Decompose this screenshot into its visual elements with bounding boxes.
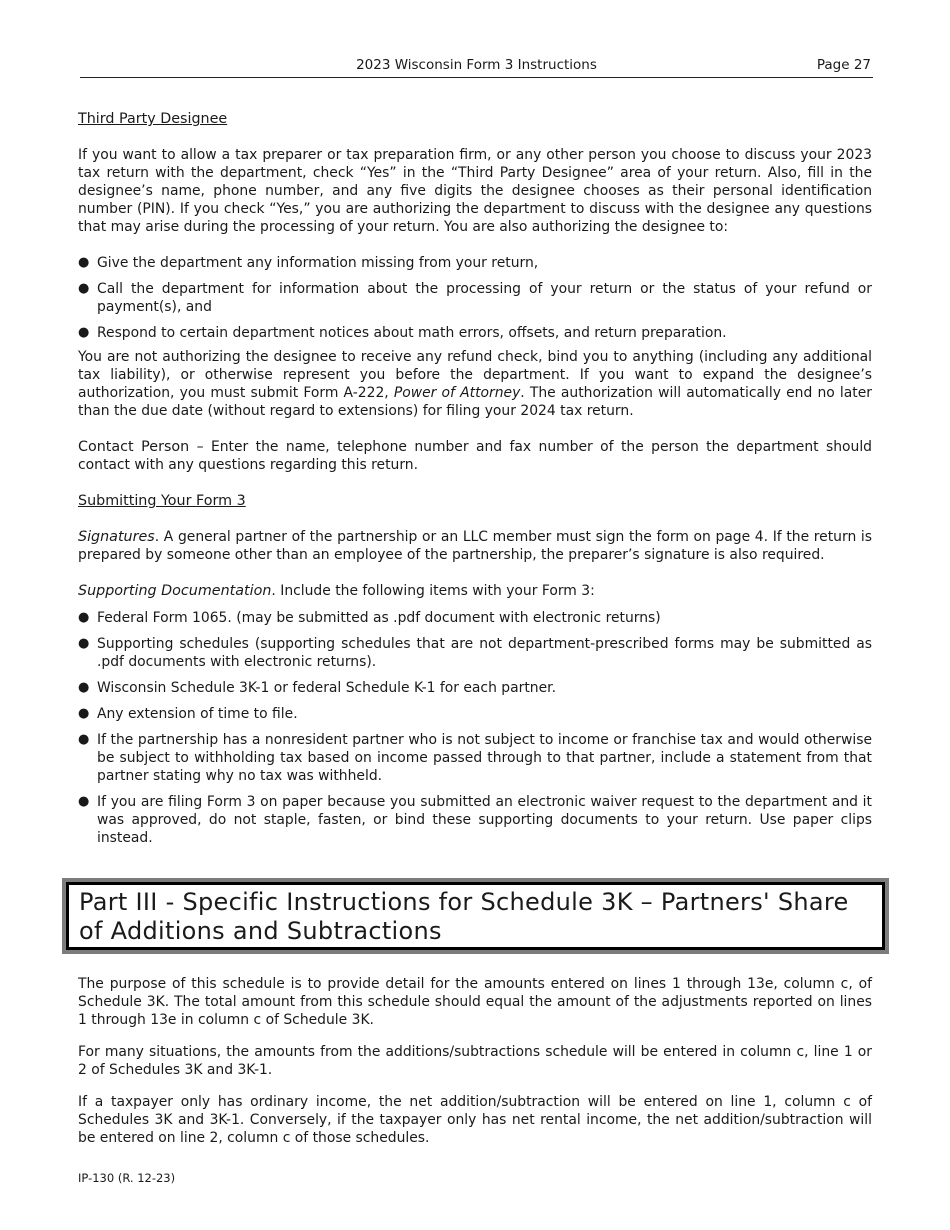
bullet-icon: ●	[78, 281, 90, 296]
bullet-icon: ●	[78, 706, 90, 721]
list-item: ● If the partnership has a nonresident partner who is not subject to income or franchise tax and would otherwise be subject to withholding tax based on income passed through to that partner, include a statement from that partner stating why no tax was withheld.	[78, 732, 872, 784]
bullet-icon: ●	[78, 325, 90, 340]
list-item: ● Give the department any information missing from your return,	[78, 255, 539, 271]
bullet-icon: ●	[78, 636, 90, 651]
list-item: ● Federal Form 1065. (may be submitted as .pdf document with electronic returns)	[78, 610, 661, 626]
page-number: Page 27	[816, 57, 871, 73]
list-item: ● Respond to certain department notices about math errors, offsets, and return preparation.	[78, 325, 727, 341]
part-three-paragraph: The purpose of this schedule is to provide detail for the amounts entered on lines 1 through 13e, column c, of Schedule 3K. The total amount from this schedule should equal the amount of the adjustments reported on lines 1 through 13e in column c of Schedule 3K.	[78, 976, 872, 1028]
bullet-icon: ●	[78, 794, 90, 809]
supporting-bullets	[78, 609, 872, 847]
not-authorizing-paragraph: You are not authorizing the designee to receive any refund check, bind you to anything (including any additional tax liability), or otherwise represent you before the department. If you want to expand the designee’s authorization, you must submit Form A-222, Power of Attorney. The authorization will automatically end no later than the due date (without regard to extensions) for filing your 2024 tax return.	[78, 349, 872, 419]
contact-person-paragraph: Contact Person – Enter the name, telephone number and fax number of the person the department should contact with any questions regarding this return.	[78, 439, 872, 473]
third-party-intro: If you want to allow a tax preparer or tax preparation firm, or any other person you choose to discuss your 2023 tax return with the department, check “Yes” in the “Third Party Designee” area of your return. Also, fill in the designee’s name, phone number, and any five digits the designee chooses as their personal identification number (PIN). If you check “Yes,” you are authorizing the department to discuss with the designee any questions that may arise during the processing of your return. You are also authorizing the designee to:	[78, 147, 872, 235]
part-three-paragraph: For many situations, the amounts from the additions/subtractions schedule will be entered in column c, line 1 or 2 of Schedules 3K and 3K-1.	[78, 1044, 872, 1078]
supporting-docs-paragraph: Supporting Documentation. Include the following items with your Form 3:	[78, 583, 595, 599]
list-item: ● Call the department for information about the processing of your return or the status of your refund or payment(s), and	[78, 281, 872, 315]
page-header	[80, 57, 873, 78]
form-id-footer: IP-130 (R. 12-23)	[78, 1171, 176, 1185]
main-content	[78, 110, 872, 847]
designee-bullets	[78, 254, 872, 342]
bullet-icon: ●	[78, 610, 90, 625]
signatures-paragraph: Signatures. A general partner of the partnership or an LLC member must sign the form on page 4. If the return is prepared by someone other than an employee of the partnership, the preparer’s signature is also required.	[78, 529, 872, 563]
bullet-icon: ●	[78, 732, 90, 747]
list-item: ● If you are filing Form 3 on paper because you submitted an electronic waiver request to the department and it was approved, do not staple, fasten, or bind these supporting documents to your return. Use paper clips instead.	[78, 794, 872, 846]
bullet-icon: ●	[78, 680, 90, 695]
supporting-label: Supporting Documentation	[78, 583, 272, 599]
part-three-title: Part III - Specific Instructions for Schedule 3K – Partners' Share of Additions and Subtractions	[69, 885, 882, 947]
list-item: ● Supporting schedules (supporting schedules that are not department-prescribed forms may be submitted as .pdf documents with electronic returns).	[78, 636, 872, 670]
list-item: ● Wisconsin Schedule 3K-1 or federal Schedule K-1 for each partner.	[78, 680, 556, 696]
form-name: Power of Attorney	[393, 385, 521, 401]
header-title: 2023 Wisconsin Form 3 Instructions	[356, 57, 597, 73]
part-three-banner	[62, 878, 889, 954]
submitting-heading: Submitting Your Form 3	[78, 493, 246, 509]
part-three-paragraph: If a taxpayer only has ordinary income, the net addition/subtraction will be entered on line 1, column c of Schedules 3K and 3K-1. Conversely, if the taxpayer only has net rental income, the net addition/subtraction will be entered on line 2, column c of those schedules.	[78, 1094, 872, 1146]
signatures-label: Signatures	[78, 529, 155, 545]
contact-person-label: Contact Person	[78, 439, 190, 455]
third-party-heading: Third Party Designee	[78, 111, 228, 127]
bullet-icon: ●	[78, 255, 90, 270]
part-three-content	[78, 975, 872, 1161]
list-item: ● Any extension of time to file.	[78, 706, 298, 722]
